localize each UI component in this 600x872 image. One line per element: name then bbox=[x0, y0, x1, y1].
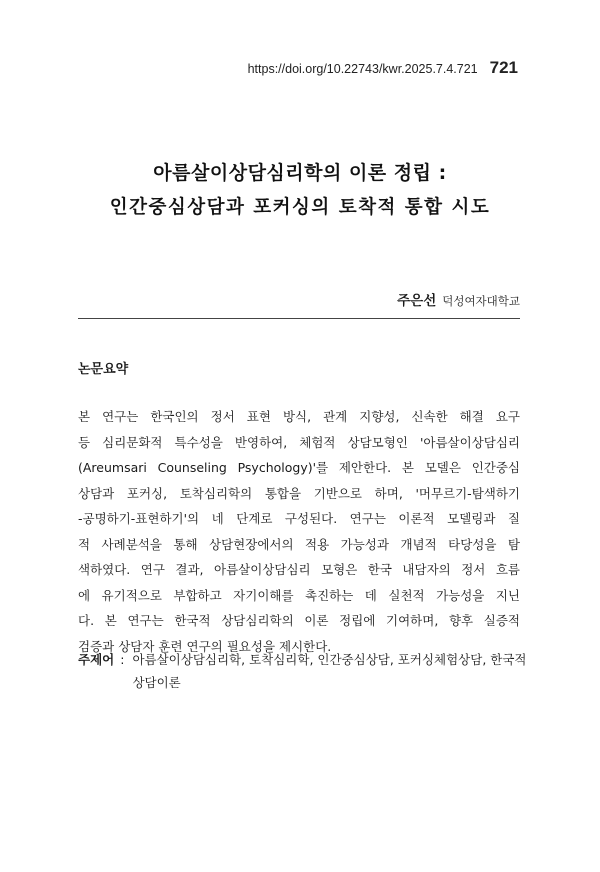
divider-rule bbox=[78, 318, 520, 319]
doi-link[interactable]: https://doi.org/10.22743/kwr.2025.7.4.721 bbox=[247, 62, 478, 76]
keywords-label: 주제어 bbox=[78, 652, 115, 667]
abstract-line: 다. 본 연구는 한국적 상담심리학의 이론 정립에 기여하며, 향후 실증적 bbox=[78, 613, 520, 628]
abstract-line: 상담과 포커싱, 토착심리학의 통합을 기반으로 하며, '머무르기-탐색하기 bbox=[78, 485, 520, 501]
abstract-body bbox=[78, 404, 520, 659]
author-affiliation: 덕성여자대학교 bbox=[442, 294, 520, 308]
abstract-line: (Areumsari Counseling Psychology)'를 제안한다. 본 모델은 인간중심 bbox=[78, 460, 520, 475]
paper-title: 아름살이상담심리학의 이론 정립 : bbox=[153, 162, 447, 184]
author-line bbox=[397, 289, 520, 309]
abstract-heading: 논문요약 bbox=[78, 362, 129, 377]
abstract-line: 적 사례분석을 통해 상담현장에서의 적용 가능성과 개념적 타당성을 탐 bbox=[78, 536, 520, 552]
page-number: 721 bbox=[489, 58, 518, 77]
abstract-line: -공명하기-표현하기'의 네 단계로 구성된다. 연구는 이론적 모델링과 질 bbox=[78, 511, 520, 526]
abstract-line: 본 연구는 한국인의 정서 표현 방식, 관계 지향성, 신속한 해결 요구 bbox=[78, 409, 520, 424]
paper-subtitle: 인간중심상담과 포커싱의 토착적 통합 시도 bbox=[109, 197, 491, 218]
page-header bbox=[248, 58, 518, 78]
abstract-line: 색하였다. 연구 결과, 아름살이상담심리 모형은 한국 내담자의 정서 흐름 bbox=[78, 562, 520, 577]
abstract-line: 에 유기적으로 부합하고 자기이해를 촉진하는 데 실천적 가능성을 지닌 bbox=[78, 587, 520, 603]
title-block bbox=[0, 158, 600, 219]
keywords-text: 아름살이상담심리학, 토착심리학, 인간중심상담, 포커싱체험상담, 한국적 상담이론 bbox=[132, 652, 527, 690]
keywords-separator: : bbox=[120, 652, 125, 667]
abstract-line: 검증과 상담자 훈련 연구의 필요성을 제시한다. bbox=[78, 638, 332, 654]
abstract-line: 등 심리문화적 특수성을 반영하여, 체험적 상담모형인 '아름살이상담심리 bbox=[78, 434, 520, 450]
author-name: 주은선 bbox=[397, 293, 437, 309]
keywords-block bbox=[78, 648, 528, 694]
